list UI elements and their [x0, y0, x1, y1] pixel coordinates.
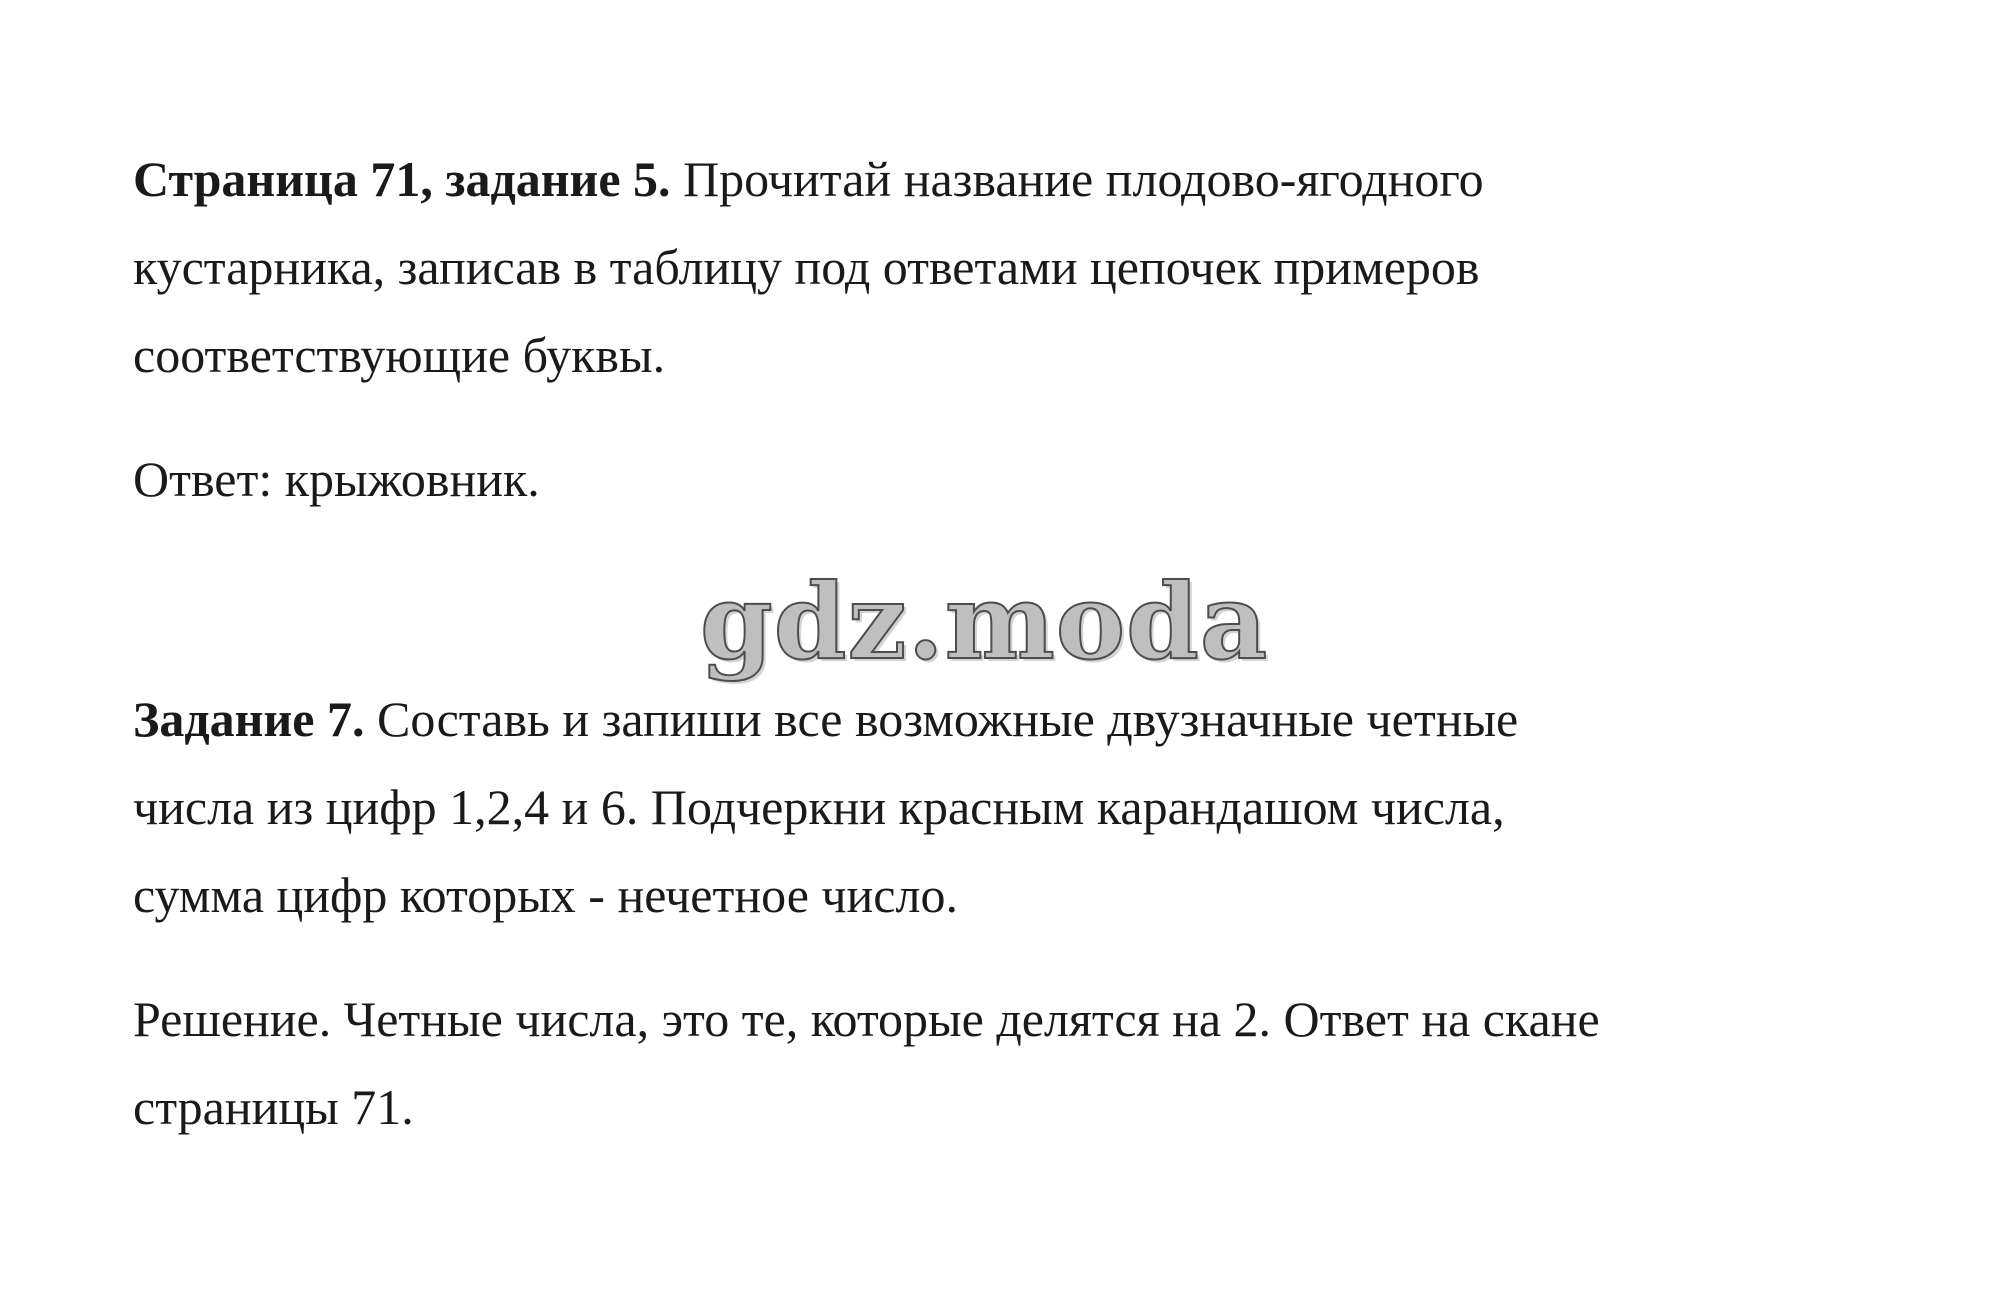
task-7-paragraph — [133, 675, 1933, 939]
task-5-paragraph — [133, 135, 1933, 399]
task-7-line-1 — [133, 675, 1933, 763]
task-7-heading: Задание 7. — [133, 691, 365, 747]
task-7-solution — [133, 975, 1933, 1151]
task-5-line-3: соответствующие буквы. — [133, 327, 666, 383]
task-5-heading: Страница 71, задание 5. — [133, 151, 671, 207]
task-5-line-1-text: Прочитай название плодово-ягодного — [683, 151, 1484, 207]
task-7-line-2: числа из цифр 1,2,4 и 6. Подчеркни красным карандашом числа, — [133, 779, 1505, 835]
watermark-logo: gdz.moda — [700, 560, 1269, 683]
task-7-line-1-text: Составь и запиши все возможные двузначные четные — [377, 691, 1519, 747]
task-7-line-3: сумма цифр которых - нечетное число. — [133, 867, 958, 923]
task-7-solution-line-2: страницы 71. — [133, 1079, 414, 1135]
task-7-solution-line-1: Решение. Четные числа, это те, которые делятся на 2. Ответ на скане — [133, 991, 1600, 1047]
task-5-answer-text: Ответ: крыжовник. — [133, 451, 540, 507]
task-5-line-2: кустарника, записав в таблицу под ответами цепочек примеров — [133, 239, 1480, 295]
task-5-line-1 — [133, 135, 1933, 223]
task-5-answer — [133, 435, 1933, 523]
